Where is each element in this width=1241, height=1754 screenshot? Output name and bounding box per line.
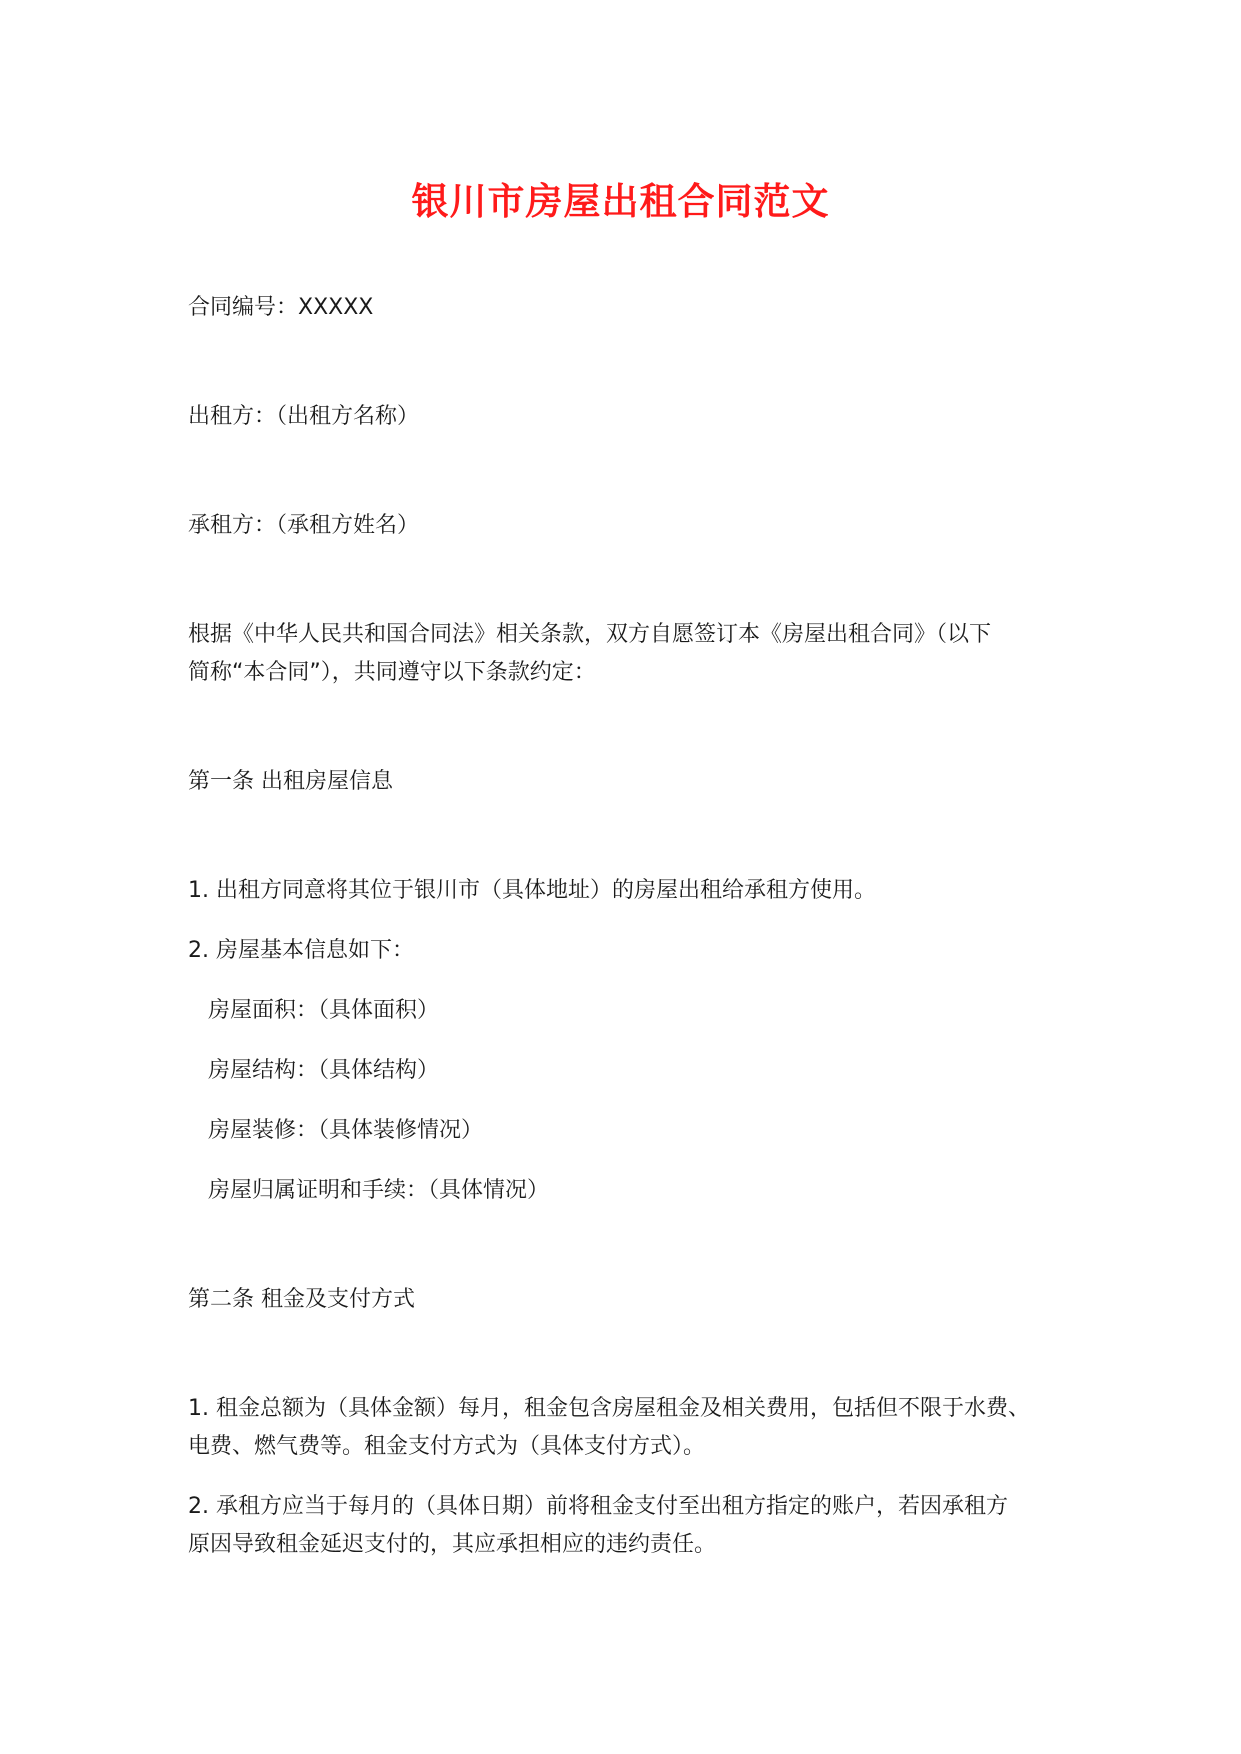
lessor-line: 出租方：（出租方名称） <box>188 404 420 429</box>
preamble-line-2: 简称“本合同”），共同遵守以下条款约定： <box>188 660 596 685</box>
article2-item1-line2: 电费、燃气费等。租金支付方式为（具体支付方式）。 <box>188 1434 706 1459</box>
article2-heading: 第二条 租金及支付方式 <box>188 1287 415 1312</box>
detail-decoration: 房屋装修：（具体装修情况） <box>208 1118 484 1143</box>
article2-item1-line1: 1. 租金总额为（具体金额）每月，租金包含房屋租金及相关费用，包括但不限于水费、 <box>188 1396 1030 1421</box>
detail-structure: 房屋结构：（具体结构） <box>208 1058 440 1083</box>
article2-item2-line2: 原因导致租金延迟支付的，其应承担相应的违约责任。 <box>188 1532 717 1557</box>
contract-number: 合同编号：XXXXX <box>188 295 374 320</box>
detail-area: 房屋面积：（具体面积） <box>208 998 440 1023</box>
preamble-line-1: 根据《中华人民共和国合同法》相关条款，双方自愿签订本《房屋出租合同》（以下 <box>188 622 992 647</box>
detail-ownership: 房屋归属证明和手续：（具体情况） <box>208 1178 550 1203</box>
article1-item1: 1. 出租方同意将其位于银川市（具体地址）的房屋出租给承租方使用。 <box>188 878 876 903</box>
lessee-line: 承租方：（承租方姓名） <box>188 513 420 538</box>
article2-item2-line1: 2. 承租方应当于每月的（具体日期）前将租金支付至出租方指定的账户，若因承租方 <box>188 1494 1008 1519</box>
document-title: 银川市房屋出租合同范文 <box>411 180 830 223</box>
article1-item2: 2. 房屋基本信息如下： <box>188 938 414 963</box>
article1-heading: 第一条 出租房屋信息 <box>188 769 393 794</box>
